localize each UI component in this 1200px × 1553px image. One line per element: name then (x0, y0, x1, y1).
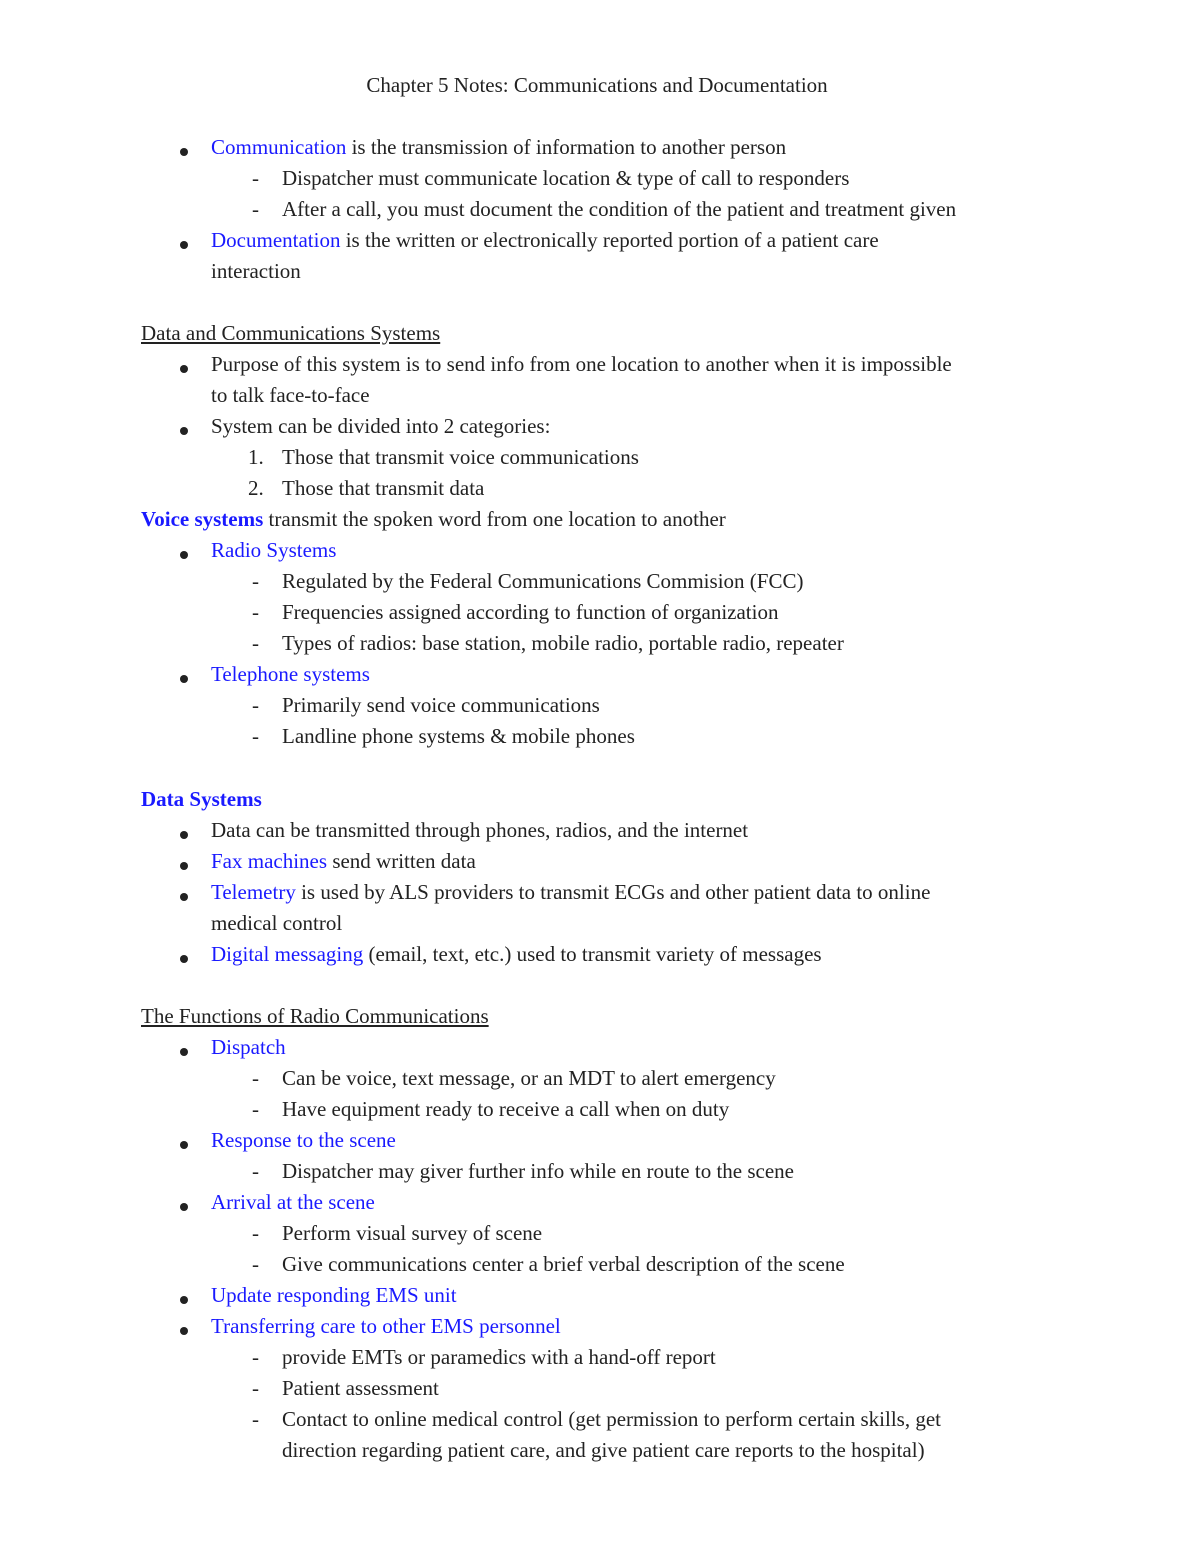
sub-item: Can be voice, text message, or an MDT to alert emergency (282, 1066, 776, 1090)
numbered-item: Those that transmit data (282, 476, 485, 500)
bullet (180, 148, 188, 156)
sub-item: Patient assessment (282, 1376, 439, 1400)
bullet-text (211, 846, 476, 877)
bullet (180, 831, 188, 839)
dash-marker: - (252, 1407, 259, 1431)
dash-marker: - (252, 1066, 259, 1090)
term-digital-messaging: Digital messaging (211, 942, 364, 966)
sub-item: Perform visual survey of scene (282, 1221, 543, 1245)
bullet (180, 1048, 188, 1056)
data-systems-heading: Data Systems (141, 787, 262, 811)
bullet-text: Data can be transmitted through phones, radios, and the internet (211, 818, 749, 842)
term-fax-machines: Fax machines (211, 849, 328, 873)
dispatch-label: Dispatch (211, 1035, 286, 1059)
term-telemetry: Telemetry (211, 880, 296, 904)
definition-text: send written data (327, 849, 476, 873)
dash-marker: - (252, 1376, 259, 1400)
sub-item: Regulated by the Federal Communications Commision (FCC) (282, 569, 804, 593)
bullet-text-continued: medical control (211, 911, 343, 935)
sub-item: Frequencies assigned according to function of organization (282, 600, 779, 624)
bullet (180, 551, 188, 559)
bullet (180, 675, 188, 683)
bullet-text-continued: interaction (211, 259, 301, 283)
response-label: Response to the scene (211, 1128, 396, 1152)
dash-marker: - (252, 600, 259, 624)
transfer-label: Transferring care to other EMS personnel (211, 1314, 561, 1338)
term-voice-systems: Voice systems (141, 507, 264, 531)
bullet-text (211, 225, 879, 256)
sub-item-continued: direction regarding patient care, and give patient care reports to the hospital) (282, 1438, 925, 1462)
dash-marker: - (252, 631, 259, 655)
list-number: 1. (248, 445, 264, 469)
bullet (180, 241, 188, 249)
dash-marker: - (252, 197, 259, 221)
voice-systems-line (141, 504, 726, 535)
bullet (180, 862, 188, 870)
update-label: Update responding EMS unit (211, 1283, 457, 1307)
definition-text: is the written or electronically reported portion of a patient care (340, 228, 879, 252)
radio-systems-label: Radio Systems (211, 538, 337, 562)
sub-item: Types of radios: base station, mobile radio, portable radio, repeater (282, 631, 844, 655)
term-documentation: Documentation (211, 228, 341, 252)
dash-marker: - (252, 569, 259, 593)
definition-text: is used by ALS providers to transmit ECGs and other patient data to online (295, 880, 931, 904)
bullet-text (211, 132, 786, 163)
dash-marker: - (252, 1345, 259, 1369)
definition-text: (email, text, etc.) used to transmit variety of messages (363, 942, 822, 966)
telephone-systems-label: Telephone systems (211, 662, 370, 686)
sub-item: After a call, you must document the condition of the patient and treatment given (282, 197, 957, 221)
sub-item: Give communications center a brief verbal description of the scene (282, 1252, 845, 1276)
definition-text: is the transmission of information to another person (346, 135, 787, 159)
sub-item: Primarily send voice communications (282, 693, 600, 717)
bullet (180, 893, 188, 901)
list-number: 2. (248, 476, 264, 500)
bullet (180, 1141, 188, 1149)
dash-marker: - (252, 724, 259, 748)
dash-marker: - (252, 693, 259, 717)
bullet (180, 955, 188, 963)
definition-text: transmit the spoken word from one location to another (263, 507, 726, 531)
bullet (180, 1327, 188, 1335)
sub-item: Dispatcher must communicate location & type of call to responders (282, 166, 850, 190)
section-heading: Data and Communications Systems (141, 321, 441, 345)
sub-item: Have equipment ready to receive a call when on duty (282, 1097, 730, 1121)
dash-marker: - (252, 166, 259, 190)
bullet-text (211, 939, 822, 970)
sub-item: Contact to online medical control (get permission to perform certain skills, get (282, 1407, 941, 1431)
sub-item: Dispatcher may giver further info while en route to the scene (282, 1159, 794, 1183)
bullet-text: Purpose of this system is to send info from one location to another when it is impossible (211, 352, 952, 376)
dash-marker: - (252, 1221, 259, 1245)
bullet (180, 1296, 188, 1304)
sub-item: provide EMTs or paramedics with a hand-off report (282, 1345, 716, 1369)
bullet (180, 365, 188, 373)
numbered-item: Those that transmit voice communications (282, 445, 639, 469)
dash-marker: - (252, 1159, 259, 1183)
bullet (180, 427, 188, 435)
page-title: Chapter 5 Notes: Communications and Documentation (366, 73, 828, 97)
section-heading: The Functions of Radio Communications (141, 1004, 489, 1028)
dash-marker: - (252, 1252, 259, 1276)
arrival-label: Arrival at the scene (211, 1190, 375, 1214)
sub-item: Landline phone systems & mobile phones (282, 724, 635, 748)
term-communication: Communication (211, 135, 347, 159)
bullet-text (211, 877, 930, 908)
dash-marker: - (252, 1097, 259, 1121)
bullet-text-continued: to talk face-to-face (211, 383, 370, 407)
bullet (180, 1203, 188, 1211)
bullet-text: System can be divided into 2 categories: (211, 414, 551, 438)
